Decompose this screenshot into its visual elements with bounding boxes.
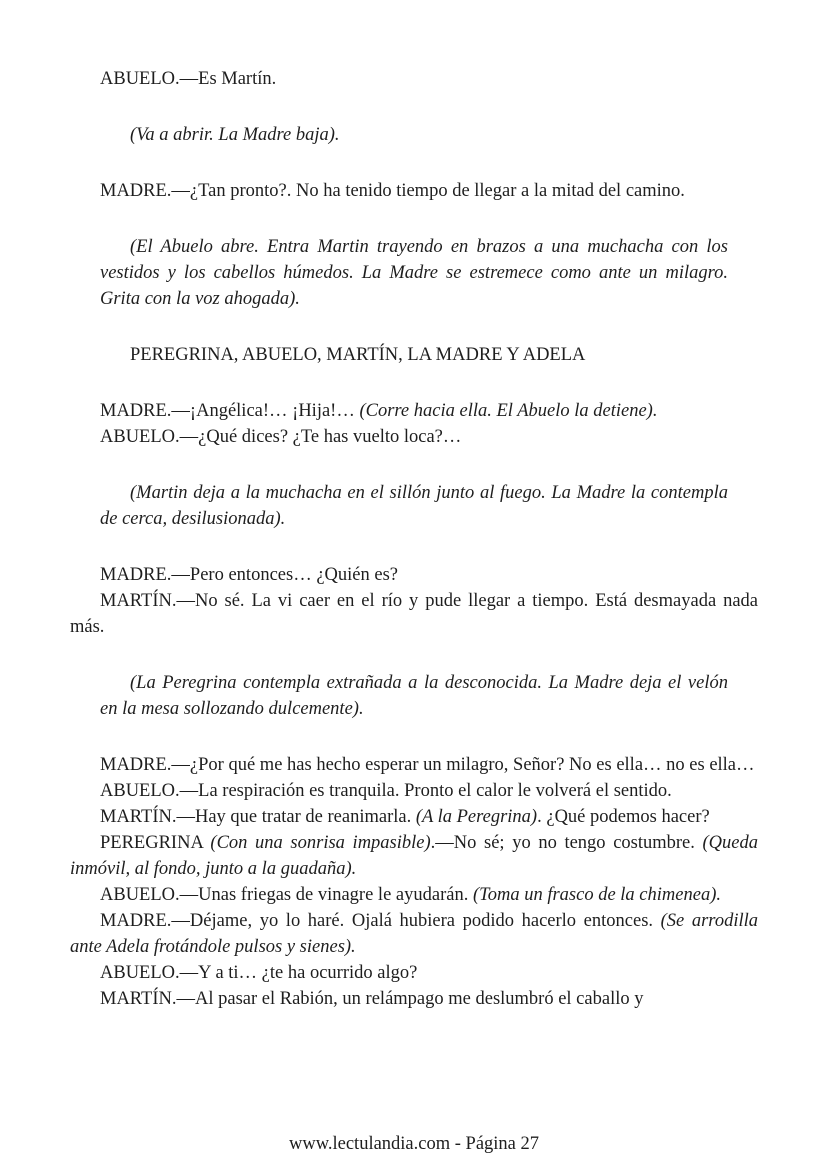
dialogue-line: ABUELO.—La respiración es tranquila. Pronto el calor le volverá el sentido. xyxy=(100,781,672,801)
dialogue-line: ABUELO.—Y a ti… ¿te ha ocurrido algo? xyxy=(100,963,418,983)
stage-direction: (Va a abrir. La Madre baja). xyxy=(130,125,340,145)
dialogue-text: MARTÍN.—Hay que tratar de reanimarla. xyxy=(100,807,416,827)
dialogue-line: MARTÍN.—No sé. La vi caer en el río y pude llegar a tiempo. Está desmayada nada más. xyxy=(70,591,758,637)
dialogue-line xyxy=(70,830,758,882)
inline-stage-direction: (Queda inmóvil, al fondo, junto a la guadaña). xyxy=(70,833,758,879)
dialogue-line: MARTÍN.—Al pasar el Rabión, un relámpago me deslumbró el caballo y xyxy=(100,989,644,1009)
dialogue-line xyxy=(70,804,758,830)
inline-stage-direction: (Toma un frasco de la chimenea). xyxy=(472,885,721,905)
dialogue-line: ABUELO.—¿Qué dices? ¿Te has vuelto loca?… xyxy=(100,427,462,447)
dialogue-text: MADRE.—Déjame, yo lo haré. Ojalá hubiera podido hacerlo entonces. xyxy=(100,911,661,931)
stage-direction: (La Peregrina contempla extrañada a la desconocida. La Madre deja el velón en la mesa sollozando dulcemente). xyxy=(100,673,728,719)
dialogue-line xyxy=(70,882,758,908)
dialogue-line: MADRE.—¿Por qué me has hecho esperar un milagro, Señor? No es ella… no es ella… xyxy=(100,755,755,775)
stage-direction: (Martin deja a la muchacha en el sillón junto al fuego. La Madre la contempla de cerca, desilusionada). xyxy=(100,483,728,529)
dialogue-line: MADRE.—Pero entonces… ¿Quién es? xyxy=(100,565,398,585)
dialogue-line: MADRE.—¿Tan pronto?. No ha tenido tiempo de llegar a la mitad del camino. xyxy=(100,181,685,201)
dialogue-line xyxy=(70,398,758,424)
page-footer: www.lectulandia.com - Página 27 xyxy=(288,1134,540,1154)
dialogue-line: ABUELO.—Es Martín. xyxy=(100,69,277,89)
stage-direction: (El Abuelo abre. Entra Martin trayendo en brazos a una muchacha con los vestidos y los cabellos húmedos. La Madre se estremece como ante un milagro. Grita con la voz ahogada). xyxy=(100,237,728,309)
dialogue-text: .—No sé; yo no tengo costumbre. xyxy=(430,833,703,853)
dialogue-line xyxy=(70,908,758,960)
inline-stage-direction: (Se arrodilla ante Adela frotándole pulsos y sienes). xyxy=(70,911,758,957)
page-body xyxy=(70,66,758,1012)
dialogue-text: . ¿Qué podemos hacer? xyxy=(537,807,710,827)
dialogue-text: ABUELO.—Unas friegas de vinagre le ayudarán. xyxy=(100,885,473,905)
inline-stage-direction: (Con una sonrisa impasible) xyxy=(210,833,431,853)
inline-stage-direction: (A la Peregrina) xyxy=(415,807,538,827)
dialogue-text: MADRE.—¡Angélica!… ¡Hija!… xyxy=(100,401,360,421)
inline-stage-direction: (Corre hacia ella. El Abuelo la detiene). xyxy=(359,401,658,421)
speaker-name: PEREGRINA xyxy=(100,833,211,853)
scene-heading: PEREGRINA, ABUELO, MARTÍN, LA MADRE Y ADELA xyxy=(130,345,586,365)
